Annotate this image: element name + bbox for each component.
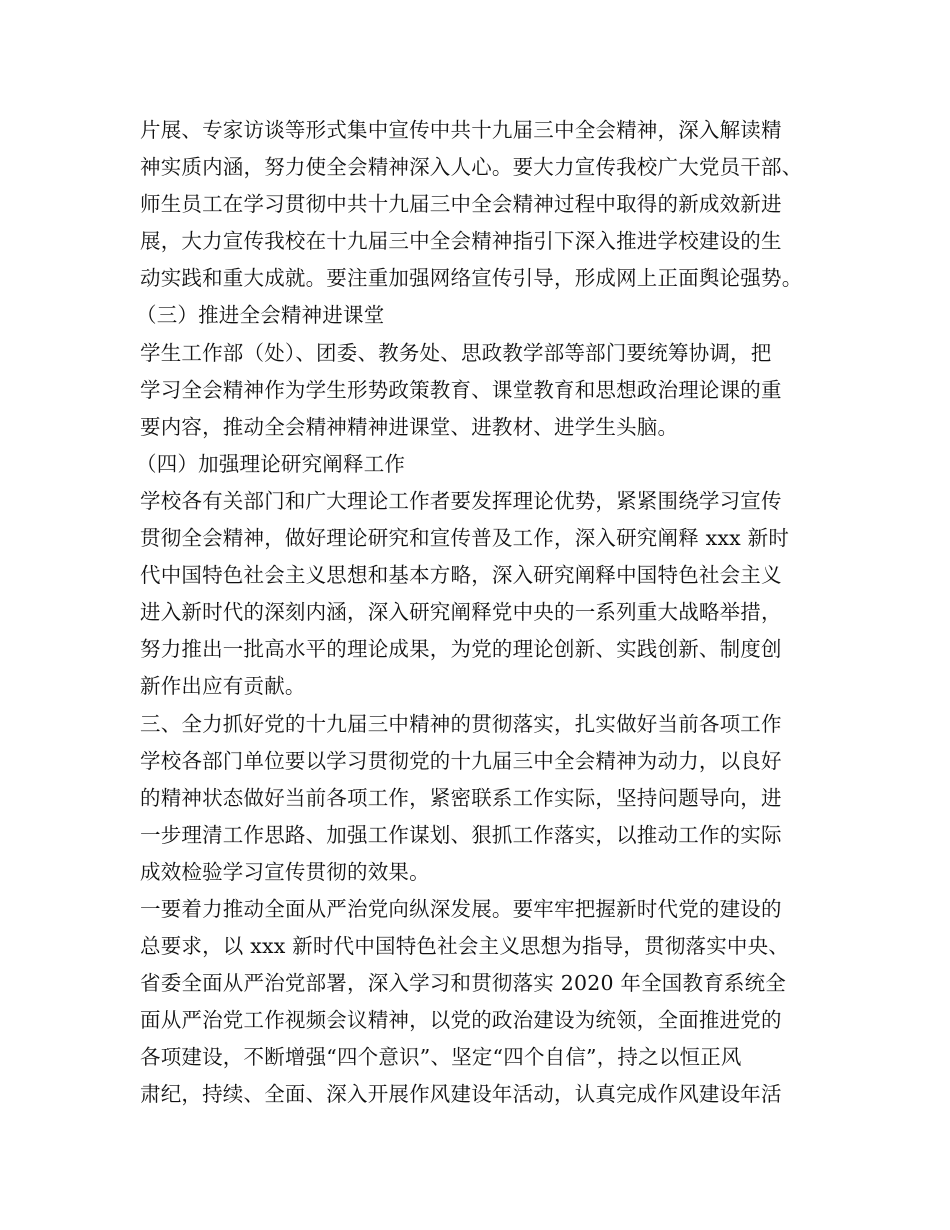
section-heading: 三、全力抓好党的十九届三中精神的贯彻落实，扎实做好当前各项工作: [140, 711, 782, 736]
section-heading: （四）加强理论研究阐释工作: [136, 451, 406, 476]
body-line: 总要求，以 xxx 新时代中国特色社会主义思想为指导，贯彻落实中央、: [140, 934, 790, 959]
body-line: 展，大力宣传我校在十九届三中全会精神指引下深入推进学校建设的生: [140, 229, 782, 254]
body-line: 代中国特色社会主义思想和基本方略，深入研究阐释中国特色社会主义: [140, 563, 782, 588]
body-line: 一步理清工作思路、加强工作谋划、狠抓工作落实，以推动工作的实际: [140, 822, 782, 847]
body-line: 学校各部门单位要以学习贯彻党的十九届三中全会精神为动力，以良好: [140, 748, 782, 773]
body-line: 省委全面从严治党部署，深入学习和贯彻落实 2020 年全国教育系统全: [140, 971, 787, 996]
body-line: 新作出应有贡献。: [140, 674, 306, 699]
body-line: 面从严治党工作视频会议精神，以党的政治建设为统领，全面推进党的: [140, 1008, 782, 1033]
body-line: 进入新时代的深刻内涵，深入研究阐释党中央的一系列重大战略举措，: [140, 600, 782, 625]
body-line: 学生工作部（处）、团委、教务处、思政教学部等部门要统筹协调，把: [140, 340, 772, 365]
body-line: 成效检验学习宣传贯彻的效果。: [140, 859, 430, 884]
body-line: 贯彻全会精神，做好理论研究和宣传普及工作，深入研究阐释 xxx 新时: [140, 526, 790, 551]
body-line: 学校各有关部门和广大理论工作者要发挥理论优势，紧紧围绕学习宣传: [140, 488, 782, 513]
section-heading: （三）推进全会精神进课堂: [136, 303, 385, 328]
body-line: 努力推出一批高水平的理论成果，为党的理论创新、实践创新、制度创: [140, 637, 782, 662]
body-line: 一要着力推动全面从严治党向纵深发展。要牢牢把握新时代党的建设的: [140, 896, 782, 921]
document-body: [136, 112, 830, 1114]
body-line: 动实践和重大成就。要注重加强网络宣传引导，形成网上正面舆论强势。: [140, 266, 803, 291]
body-line: 神实质内涵，努力使全会精神深入人心。要大力宣传我校广大党员干部、: [140, 155, 803, 180]
body-line: 的精神状态做好当前各项工作，紧密联系工作实际，坚持问题导向，进: [140, 785, 782, 810]
body-line: 师生员工在学习贯彻中共十九届三中全会精神过程中取得的新成效新进: [140, 192, 782, 217]
body-line: 各项建设，不断增强“四个意识”、坚定“四个自信”，持之以恒正风: [140, 1045, 742, 1070]
body-line: 肃纪，持续、全面、深入开展作风建设年活动，认真完成作风建设年活: [140, 1082, 782, 1107]
body-line: 学习全会精神作为学生形势政策教育、课堂教育和思想政治理论课的重: [140, 377, 782, 402]
body-line: 要内容，推动全会精神精神进课堂、进教材、进学生头脑。: [140, 414, 679, 439]
body-line: 片展、专家访谈等形式集中宣传中共十九届三中全会精神，深入解读精: [140, 118, 782, 142]
